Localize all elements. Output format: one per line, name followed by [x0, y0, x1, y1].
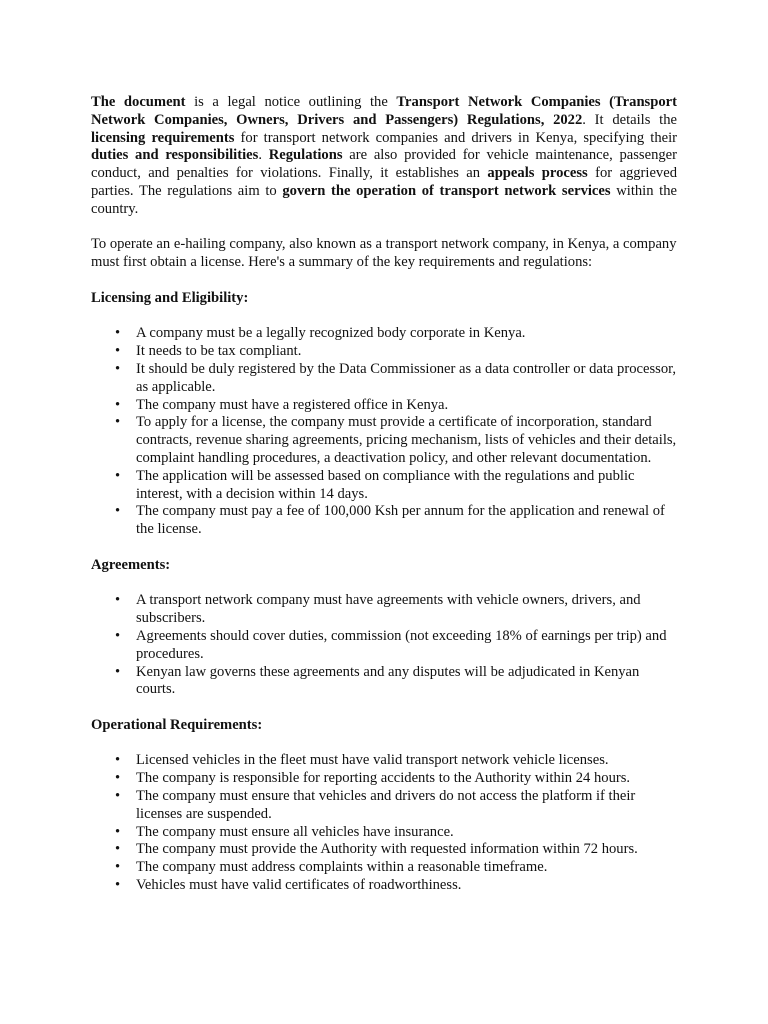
list-item-text: It needs to be tax compliant.: [136, 343, 302, 360]
intro-text-run: for aggrieved parties. The regulations aim to: [91, 165, 677, 199]
list-item: [115, 503, 677, 539]
list-item: [115, 414, 677, 467]
list-item: [115, 752, 677, 770]
intro-text-run: .: [258, 147, 269, 164]
sections-container: [91, 290, 677, 895]
bullet-icon: •: [115, 859, 121, 876]
intro-text-run: is a legal notice outlining the: [185, 94, 397, 110]
bullet-icon: •: [115, 877, 121, 894]
list-item: [115, 841, 677, 859]
intro-bold-run: appeals process: [487, 165, 588, 182]
bullet-list: [91, 752, 677, 894]
bullet-icon: •: [115, 325, 121, 342]
list-item: [115, 877, 677, 895]
section-heading: Agreements:: [91, 556, 171, 573]
bullet-list: [91, 325, 677, 539]
bullet-icon: •: [115, 823, 121, 840]
bullet-icon: •: [115, 788, 121, 805]
list-item-text: A transport network company must have agreements with vehicle owners, drivers, and subscribers.: [136, 592, 641, 627]
bullet-icon: •: [115, 752, 121, 769]
list-item: [115, 627, 677, 664]
intro-bold-run: Transport Network Companies (Transport Network Companies, Owners, Drivers and Passengers) Regulations, 2022: [91, 94, 677, 128]
intro-bold-run: duties and responsibilities: [91, 147, 259, 164]
bullet-list: [91, 592, 677, 699]
list-item: [115, 360, 677, 397]
bullet-icon: •: [115, 627, 121, 644]
section-heading: Licensing and Eligibility:: [91, 289, 249, 306]
bullet-icon: •: [115, 343, 121, 360]
intro-bold-run: govern the operation of transport network services: [282, 182, 611, 199]
list-item-text: Agreements should cover duties, commission (not exceeding 18% of earnings per trip) and procedures.: [136, 627, 667, 662]
document-page: [91, 94, 677, 895]
list-item-text: To apply for a license, the company must provide a certificate of incorporation, standard contracts, revenue sharing agreements, pricing mechanism, lists of vehicles and their details, complaint handling procedures, a deactivation policy, and other relevant documentation.: [136, 414, 677, 466]
section-heading: Operational Requirements:: [91, 716, 263, 733]
list-item: [115, 343, 677, 361]
list-item-text: The company must have a registered office in Kenya.: [136, 396, 449, 413]
bullet-icon: •: [115, 503, 121, 520]
intro-text-run: are also provided for vehicle maintenance, passenger conduct, and penalties for violations. Finally, it establishes an: [91, 147, 678, 182]
list-item-text: Licensed vehicles in the fleet must have valid transport network vehicle licenses.: [136, 752, 609, 769]
list-item: [115, 788, 677, 824]
list-item: [115, 592, 677, 628]
list-item-text: The company must ensure that vehicles and drivers do not access the platform if their licenses are suspended.: [136, 788, 636, 822]
list-item-text: The company is responsible for reporting accidents to the Authority within 24 hours.: [136, 770, 631, 787]
list-item: [115, 396, 677, 415]
intro-bold-run: Regulations: [268, 147, 343, 164]
intro-text-run: for transport network companies and drivers in Kenya, specifying their: [234, 129, 678, 146]
list-item-text: Vehicles must have valid certificates of roadworthiness.: [136, 877, 462, 894]
intro-text-run: . It details the: [582, 111, 677, 128]
list-item: [115, 859, 677, 877]
bullet-icon: •: [115, 770, 121, 787]
bullet-icon: •: [115, 592, 121, 609]
list-item: [115, 663, 677, 700]
list-item-text: Kenyan law governs these agreements and any disputes will be adjudicated in Kenyan courts.: [136, 663, 640, 698]
list-item-text: The company must ensure all vehicles have insurance.: [136, 823, 454, 840]
bullet-icon: •: [115, 360, 121, 377]
bullet-icon: •: [115, 414, 121, 431]
list-item: [115, 325, 677, 343]
list-item-text: The application will be assessed based on compliance with the regulations and public interest, with a decision within 14 days.: [136, 467, 635, 502]
list-item-text: A company must be a legally recognized body corporate in Kenya.: [136, 325, 526, 342]
list-item: [115, 770, 677, 788]
list-item-text: The company must pay a fee of 100,000 Ksh per annum for the application and renewal of the license.: [136, 503, 665, 538]
bullet-icon: •: [115, 467, 121, 484]
list-item-text: The company must address complaints within a reasonable timeframe.: [136, 859, 548, 876]
bullet-icon: •: [115, 841, 121, 858]
list-item-text: It should be duly registered by the Data Commissioner as a data controller or data processor, as applicable.: [136, 360, 677, 395]
summary-paragraph: To operate an e-hailing company, also known as a transport network company, in Kenya, a company must first obtain a license. Here's a summary of the key requirements and regulations:: [91, 236, 677, 271]
intro-bold-run: licensing requirements: [91, 129, 235, 146]
intro-paragraph: [91, 94, 677, 219]
list-item: [115, 823, 677, 842]
intro-bold-run: The document: [91, 94, 186, 110]
list-item-text: The company must provide the Authority with requested information within 72 hours.: [136, 841, 638, 858]
bullet-icon: •: [115, 663, 121, 680]
intro-text-run: within the country.: [91, 182, 678, 217]
list-item: [115, 467, 677, 504]
bullet-icon: •: [115, 396, 121, 413]
